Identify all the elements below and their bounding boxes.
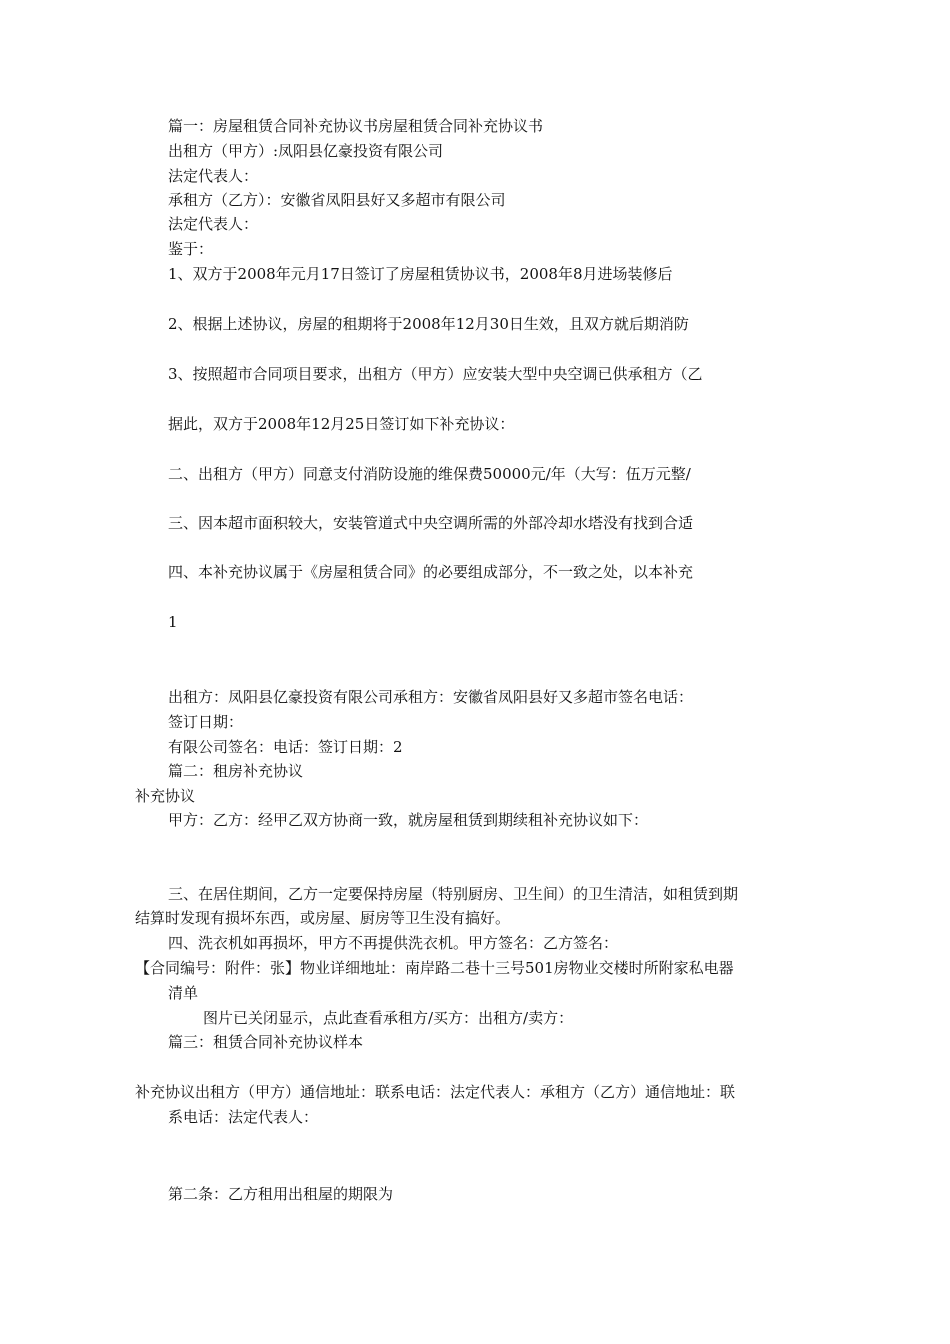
company-signature-line: 有限公司签名：电话：签订日期：2 (168, 738, 403, 756)
lessee-representative-line: 法定代表人： (168, 215, 259, 233)
lessee-line: 承租方（乙方）：安徽省凤阳县好又多超市有限公司 (168, 191, 506, 209)
contract-number-line: 【合同编号：附件：张】物业详细地址：南岸路二巷十三号501房物业交楼时所附家私电器 (135, 959, 734, 977)
sign-date-line: 签订日期： (168, 713, 244, 731)
lessor-representative-line: 法定代表人： (168, 167, 259, 185)
section-3-heading: 篇三：租赁合同补充协议样本 (168, 1033, 364, 1051)
image-hidden-line: 图片已关闭显示，点此查看承租方/买方：出租方/卖方： (203, 1009, 574, 1027)
whereas-line: 鉴于： (168, 240, 214, 258)
signature-line: 出租方：凤阳县亿豪投资有限公司承租方：安徽省凤阳县好又多超市签名电话： (168, 688, 694, 706)
inventory-line: 清单 (168, 984, 199, 1002)
supplement-address-line: 补充协议出租方（甲方）通信地址：联系电话：法定代表人：承租方（乙方）通信地址：联 (135, 1083, 736, 1101)
page-number: 1 (168, 613, 178, 631)
article-2-line: 二、出租方（甲方）同意支付消防设施的维保费50000元/年（大写：伍万元整/ (168, 465, 691, 483)
residence-clause-line: 三、在居住期间，乙方一定要保持房屋（特别厨房、卫生间）的卫生清洁，如租赁到期 (168, 885, 739, 903)
article-3-line: 三、因本超市面积较大，安装管道式中央空调所需的外部冷却水塔没有找到合适 (168, 514, 694, 532)
washing-machine-line: 四、洗衣机如再损坏，甲方不再提供洗衣机。甲方签名：乙方签名： (168, 934, 619, 952)
clause-1-line: 1、双方于2008年元月17日签订了房屋租赁协议书，2008年8月进场装修后 (168, 265, 673, 283)
supplement-title: 补充协议 (135, 787, 196, 805)
lessor-line: 出租方（甲方）:凤阳县亿豪投资有限公司 (168, 142, 444, 160)
residence-clause-continued: 结算时发现有损坏东西，或房屋、厨房等卫生没有搞好。 (135, 909, 511, 927)
clause-2-line: 2、根据上述协议，房屋的租期将于2008年12月30日生效，且双方就后期消防 (168, 315, 689, 333)
article-2-lease-term-line: 第二条：乙方租用出租屋的期限为 (168, 1185, 394, 1203)
supplement-address-continued: 系电话：法定代表人： (168, 1108, 319, 1126)
party-intro-line: 甲方：乙方：经甲乙双方协商一致，就房屋租赁到期续租补充协议如下： (168, 811, 649, 829)
article-4-line: 四、本补充协议属于《房屋租赁合同》的必要组成部分，不一致之处，以本补充 (168, 563, 694, 581)
clause-3-line: 3、按照超市合同项目要求，出租方（甲方）应安装大型中央空调已供承租方（乙 (168, 365, 703, 383)
section-2-heading: 篇二：租房补充协议 (168, 762, 304, 780)
section-1-heading: 篇一：房屋租赁合同补充协议书房屋租赁合同补充协议书 (168, 117, 544, 135)
agreement-intro-line: 据此，双方于2008年12月25日签订如下补充协议： (168, 415, 515, 433)
